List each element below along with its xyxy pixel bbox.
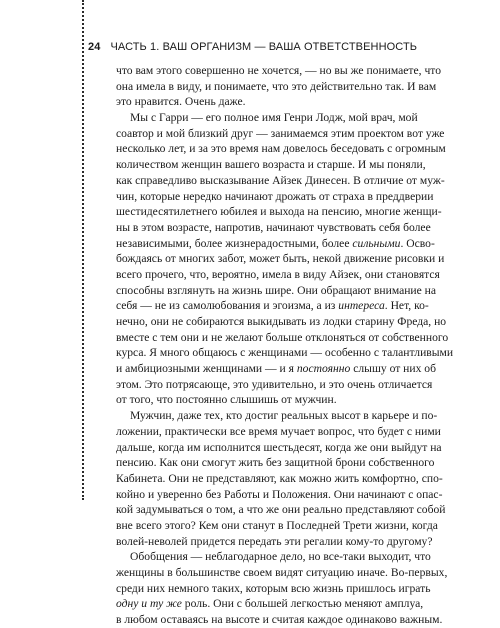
text-line xyxy=(116,141,446,157)
text-line xyxy=(116,455,435,471)
text-line xyxy=(116,267,440,283)
line-text: кой задумываться о том, а что же они реально представляют собой xyxy=(116,503,446,517)
body-text xyxy=(116,63,454,628)
page-fold-dotted-line xyxy=(82,0,84,500)
line-text: и амбициозными женщинами — и я xyxy=(116,362,297,376)
text-line xyxy=(116,94,408,110)
line-text: вне всего этого? Кем они станут в Последней Трети жизни, когда xyxy=(116,518,438,532)
text-line xyxy=(116,408,438,424)
line-text: ложении, практически все время мучает вопрос, что будет с ними xyxy=(116,424,441,438)
text-line xyxy=(116,392,408,408)
page-number: 24 xyxy=(88,41,101,53)
line-text: себя — не из самолюбования и эгоизма, а из xyxy=(116,299,339,313)
text-line xyxy=(116,189,434,205)
text-line xyxy=(116,110,418,126)
text-line xyxy=(116,314,447,330)
text-line xyxy=(116,440,442,456)
text-line xyxy=(116,251,445,267)
emphasis-text: интереса xyxy=(338,299,385,313)
line-text: в любом оставаясь на высоте и считая каждое одинаково важным. xyxy=(116,613,443,627)
line-text: Мы с Гарри — его полное имя Генри Лодж, мой врач, мой xyxy=(130,111,418,125)
text-line xyxy=(116,298,429,314)
emphasis-text: постоянно xyxy=(296,362,351,376)
line-text: количеством женщин вашего возраста и старше. И мы поняли, xyxy=(116,158,426,172)
text-line xyxy=(116,220,431,236)
line-text: койно и уверенно без Работы и Положения. Они начинают с опас- xyxy=(116,487,443,501)
emphasis-text: сильными xyxy=(352,236,401,250)
text-line xyxy=(116,330,449,346)
line-text: дальше, когда им исполнится шестьдесят, когда же они выйдут на xyxy=(116,440,442,454)
line-text: пенсию. Как они смогут жить без защитной брони собственного xyxy=(116,456,435,470)
line-text: . Осво- xyxy=(400,236,435,250)
text-line xyxy=(116,581,431,597)
text-line xyxy=(116,361,436,377)
text-line xyxy=(116,126,445,142)
text-line xyxy=(116,612,443,628)
text-line xyxy=(116,534,433,550)
line-text: . Нет, ко- xyxy=(384,299,429,313)
text-line xyxy=(116,549,431,565)
emphasis-text: одну и ту же xyxy=(116,597,182,611)
line-text: независимыми, более жизнерадостными, более xyxy=(116,236,353,250)
line-text: способны взглянуть на жизнь шире. Они обращают внимание на xyxy=(116,283,437,297)
line-text: соавтор и мой близкий друг — занимаемся этим проектом вот уже xyxy=(116,126,445,140)
line-text: роль. Они с большей легкостью меняют амплуа, xyxy=(181,597,424,611)
text-line xyxy=(116,565,448,581)
running-title: ЧАСТЬ 1. ВАШ ОРГАНИЗМ — ВАША ОТВЕТСТВЕННОСТЬ xyxy=(110,41,418,53)
line-text: нечно, они не собираются выкидывать из лодки старину Фреда, но xyxy=(116,315,447,328)
line-text: несколько лет, и за это время нам довелось беседовать с огромным xyxy=(116,142,446,156)
line-text: Кабинета. Они не представляют, как можно жить комфортно, спо- xyxy=(116,471,443,485)
line-text: женщины в большинстве своем видят ситуацию иначе. Во-первых, xyxy=(116,566,448,579)
line-text: Мужчин, даже тех, кто достиг реальных высот в карьере и по- xyxy=(130,409,438,423)
line-text: от того, что постоянно слышишь от мужчин. xyxy=(116,393,337,407)
line-text: волей-неволей придется передать эти регалии кому-то другому? xyxy=(116,534,433,548)
line-text: чин, которые нередко начинают дрожать от страха в преддверии xyxy=(116,189,434,203)
text-line xyxy=(116,502,446,518)
line-text: слышу от них об xyxy=(350,362,436,376)
text-line xyxy=(116,377,433,393)
text-line xyxy=(116,283,437,299)
line-text: как справедливо высказывание Айзек Динесен. В отличие от муж- xyxy=(116,173,445,187)
text-line xyxy=(116,236,435,252)
text-line xyxy=(116,79,437,95)
line-text: вместе с тем они и не желают больше отклоняться от собственного xyxy=(116,330,449,344)
line-text: этом. Это потрясающе, это удивительно, и это очень отличается xyxy=(116,377,433,391)
text-line xyxy=(116,157,426,173)
line-text: она имела в виду, и понимаете, что это действительно так. И вам xyxy=(116,79,437,93)
text-line xyxy=(116,596,424,612)
line-text: это нравится. Очень даже. xyxy=(116,95,246,109)
line-text: что вам этого совершенно не хочется, — но вы же понимаете, что xyxy=(116,64,441,77)
line-text: Обобщения — неблагодарное дело, но все-таки выходит, что xyxy=(130,550,431,564)
line-text: курса. Я много общаюсь с женщинами — особенно с талантливыми xyxy=(116,346,454,360)
text-line xyxy=(116,173,445,189)
text-line xyxy=(116,63,441,79)
text-line xyxy=(116,345,454,361)
running-header xyxy=(88,41,417,53)
line-text: ны в этом возрасте, напротив, начинают чувствовать себя более xyxy=(116,220,431,234)
line-text: среди них немного таких, которым всю жизнь пришлось играть xyxy=(116,581,431,595)
text-line xyxy=(116,471,443,487)
text-line xyxy=(116,204,442,220)
line-text: бождаясь от многих забот, может быть, некой движение рисовки и xyxy=(116,252,445,266)
text-line xyxy=(116,518,438,534)
line-text: шестидесятилетнего юбилея и выхода на пенсию, многие женщи- xyxy=(116,205,442,219)
text-line xyxy=(116,424,441,440)
line-text: всего прочего, что, вероятно, имела в виду Айзек, они становятся xyxy=(116,267,440,281)
